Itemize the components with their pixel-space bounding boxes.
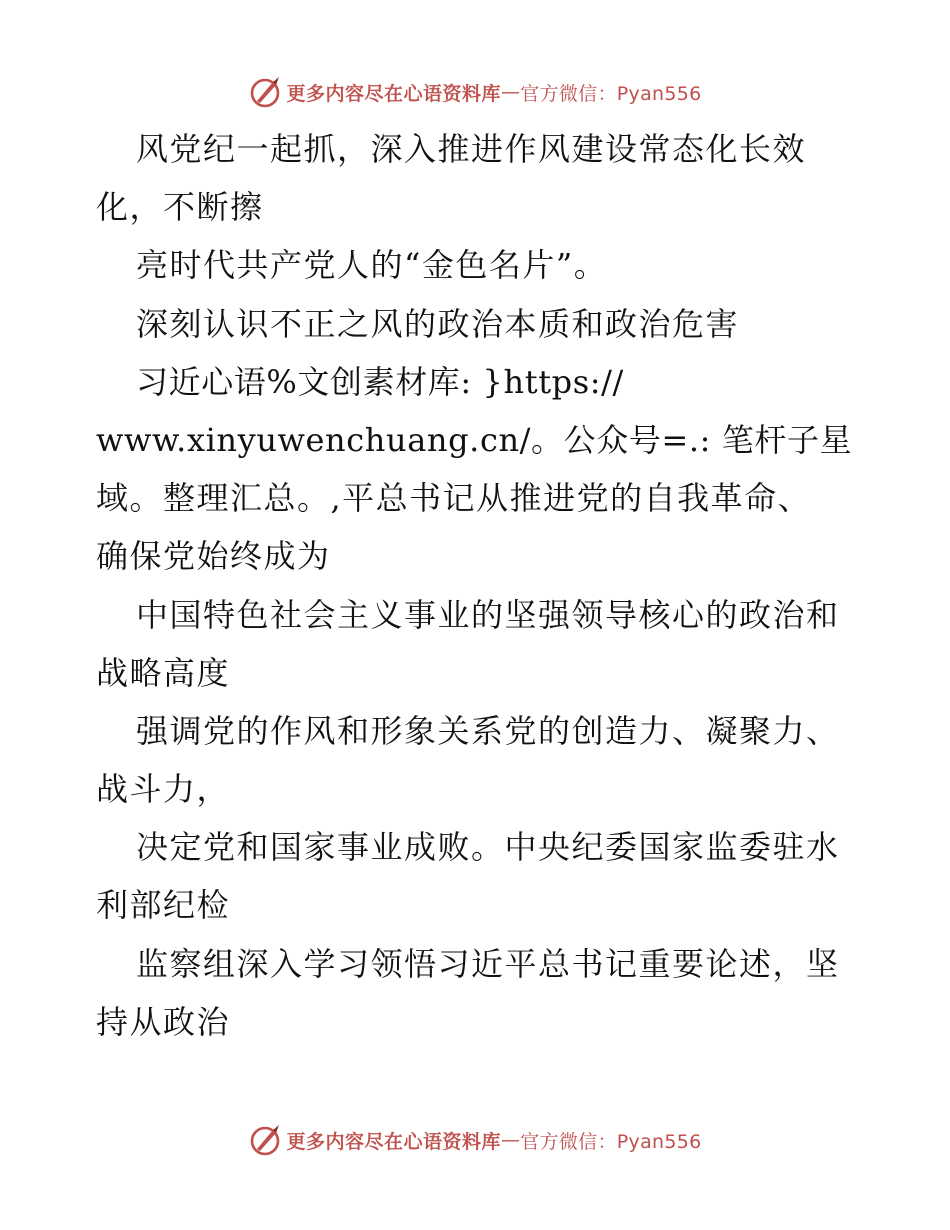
text-line: 监察组深入学习领悟习近平总书记重要论述，坚 bbox=[136, 944, 840, 983]
text-line: 深刻认识不正之风的政治本质和政治危害 bbox=[136, 304, 740, 343]
text-line: 中国特色社会主义事业的坚强领导核心的政治和 bbox=[136, 595, 840, 634]
text-line: 化，不断擦 bbox=[96, 188, 264, 227]
footer-wechat-text: 官方微信：Pyan556 bbox=[520, 1130, 702, 1153]
header-site-text: 更多内容尽在心语资料库 bbox=[286, 82, 501, 105]
footer-banner bbox=[0, 1120, 950, 1160]
text-line: 利部纪检 bbox=[96, 886, 231, 925]
text-line: www.xinyuwenchuang.cn/。公众号=.: 笔杆子星 bbox=[96, 420, 853, 459]
text-line: 持从政治 bbox=[96, 1002, 231, 1041]
document-body bbox=[96, 120, 856, 1051]
header-wechat-text: 官方微信：Pyan556 bbox=[520, 82, 702, 105]
text-line: 习近心语%文创素材库: }https:// bbox=[136, 362, 624, 401]
footer-dash: — bbox=[500, 1129, 521, 1151]
text-line: 战略高度 bbox=[96, 653, 231, 692]
text-line: 域。整理汇总。,平总书记从推进党的自我革命、 bbox=[96, 479, 812, 518]
header-dash: — bbox=[500, 81, 521, 103]
quill-logo-icon bbox=[248, 1122, 284, 1158]
text-line: 亮时代共产党人的“金色名片”。 bbox=[136, 246, 608, 285]
text-line: 强调党的作风和形象关系党的创造力、凝聚力、 bbox=[136, 711, 840, 750]
quill-logo-icon bbox=[248, 74, 284, 110]
text-line: 风党纪一起抓，深入推进作风建设常态化长效 bbox=[136, 130, 807, 168]
text-line: 确保党始终成为 bbox=[96, 537, 331, 576]
text-line: 决定党和国家事业成败。中央纪委国家监委驻水 bbox=[136, 828, 840, 867]
header-banner bbox=[0, 72, 950, 112]
footer-site-text: 更多内容尽在心语资料库 bbox=[286, 1130, 501, 1153]
text-line: 战斗力， bbox=[96, 770, 231, 809]
